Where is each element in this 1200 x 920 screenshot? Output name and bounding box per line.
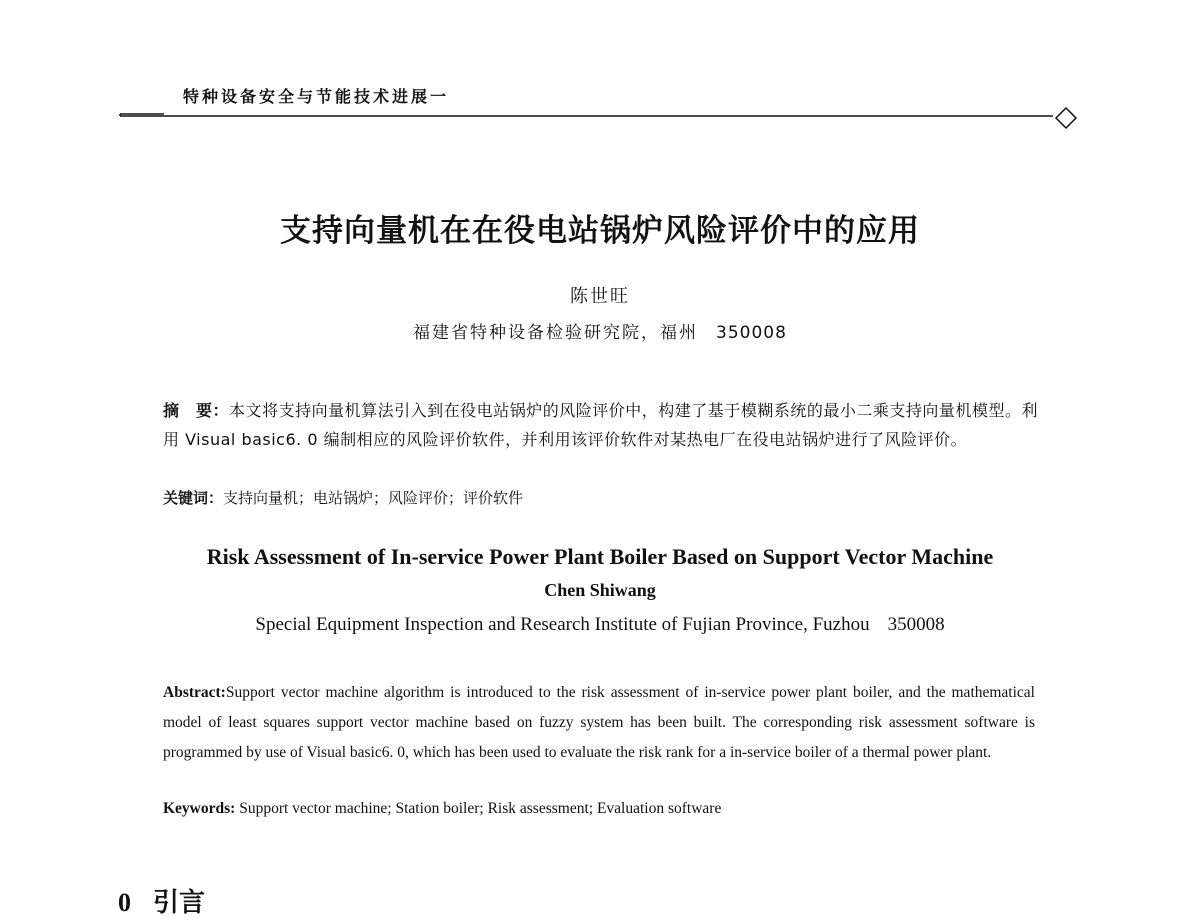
abstract-cn-label: 摘 要：: [163, 401, 230, 420]
affiliation-en-postcode: 350008: [887, 614, 945, 635]
diamond-icon: [1056, 108, 1076, 128]
keywords-en: [163, 800, 1035, 818]
header-rule: [118, 104, 1080, 134]
abstract-en-text: Support vector machine algorithm is introduced to the risk assessment of in-service power plant boiler, and the mathematical model of least squares support vector machine based on fuzzy system has been built. The corresponding risk assessment software is programmed by use of Visual basic6. 0, which has been used to evaluate the risk rank for a in-service boiler of a thermal power plant.: [163, 684, 1035, 761]
running-head: 特种设备安全与节能技术进展一: [183, 87, 450, 106]
keywords-cn: [163, 487, 1038, 508]
section-heading: [118, 882, 205, 919]
keywords-en-label: Keywords:: [163, 800, 236, 817]
keywords-cn-text: 支持向量机；电站锅炉；风险评价；评价软件: [223, 489, 524, 507]
paper-title-cn: 支持向量机在在役电站锅炉风险评价中的应用: [280, 213, 920, 249]
abstract-cn-text: 本文将支持向量机算法引入到在役电站锅炉的风险评价中，构建了基于模糊系统的最小二乘支持向量机模型。利用 Visual basic6. 0 编制相应的风险评价软件，并利用该评价软件对某热电厂在役电站锅炉进行了风险评价。: [163, 401, 1038, 449]
author-cn: 陈世旺: [570, 286, 630, 307]
keywords-cn-label: 关键词：: [163, 489, 224, 507]
affiliation-en-text: Special Equipment Inspection and Research Institute of Fujian Province, Fuzhou: [255, 614, 870, 635]
affiliation-cn-text: 福建省特种设备检验研究院，福州: [413, 323, 699, 343]
affiliation-en: [0, 614, 1200, 636]
paper-title-en: Risk Assessment of In-service Power Plant Boiler Based on Support Vector Machine: [206, 544, 994, 569]
author-en: Chen Shiwang: [544, 580, 656, 600]
abstract-cn: [163, 396, 1038, 454]
section-title: 引言: [153, 888, 206, 918]
affiliation-cn-postcode: 350008: [716, 323, 787, 343]
affiliation-cn: [0, 318, 1200, 343]
abstract-en: [163, 678, 1035, 768]
keywords-en-text: Support vector machine; Station boiler; Risk assessment; Evaluation software: [239, 800, 722, 817]
abstract-en-label: Abstract:: [163, 684, 226, 701]
section-number: 0: [118, 888, 131, 917]
